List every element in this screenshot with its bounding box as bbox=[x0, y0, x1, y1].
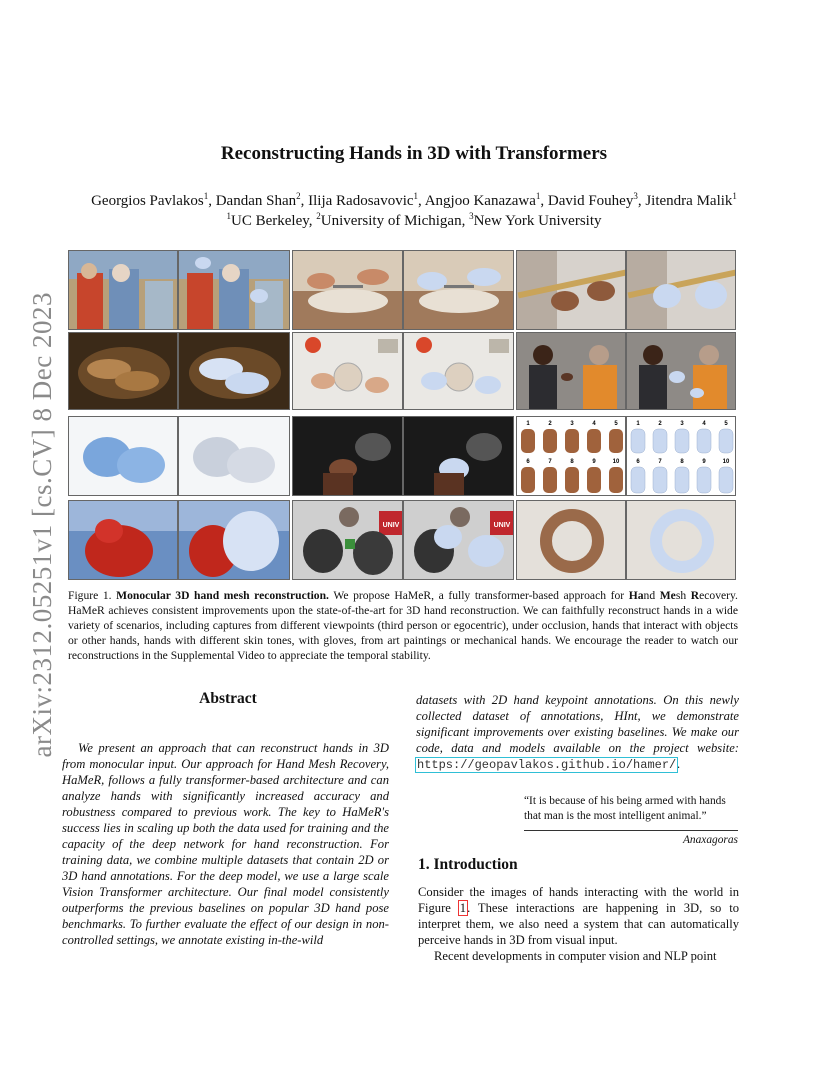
caption-bold-letters: Me bbox=[659, 589, 676, 602]
shadow-puppet-input bbox=[292, 416, 403, 496]
gesture-number: 1 bbox=[636, 421, 640, 427]
author: Ilija Radosavovic bbox=[308, 193, 414, 209]
cutting-food-input bbox=[292, 250, 403, 330]
author-affiliation-mark: 3 bbox=[633, 191, 638, 201]
conversation-input bbox=[516, 332, 626, 410]
counting-gestures-mesh bbox=[626, 416, 736, 496]
painting-school-of-athens-input bbox=[68, 250, 178, 330]
shirt-logo-text: UNIV bbox=[493, 522, 511, 529]
intro-paragraph-2: Recent developments in computer vision and NLP point bbox=[434, 949, 717, 963]
playing-flute-mesh bbox=[626, 250, 736, 330]
gesture-number: 6 bbox=[526, 459, 530, 465]
painting-school-of-athens-mesh bbox=[178, 250, 290, 330]
intro-paragraph bbox=[418, 884, 739, 948]
pouring-drink-input bbox=[292, 332, 403, 410]
intro-text: Consider the images of hands interacting with the world in bbox=[418, 885, 739, 899]
teaser-figure bbox=[68, 250, 736, 580]
affiliation: UC Berkeley bbox=[231, 213, 309, 229]
gesture-number: 3 bbox=[570, 421, 574, 427]
arxiv-identifier: arXiv:2312.05251v1 [cs.CV] 8 Dec 2023 bbox=[26, 292, 57, 758]
abstract-continuation bbox=[416, 692, 739, 773]
robot-hands-cube-mesh bbox=[403, 500, 514, 580]
gesture-number: 8 bbox=[570, 459, 574, 465]
abstract-heading: Abstract bbox=[199, 690, 257, 707]
epigraph-author: Anaxagoras bbox=[682, 834, 738, 846]
mona-lisa-hands-input bbox=[68, 332, 178, 410]
gesture-number: 10 bbox=[722, 459, 730, 465]
section-heading-introduction: 1. Introduction bbox=[418, 856, 518, 873]
gesture-number: 2 bbox=[658, 421, 662, 427]
gesture-number: 1 bbox=[526, 421, 530, 427]
mona-lisa-hands-mesh bbox=[178, 332, 290, 410]
author-affiliation-mark: 2 bbox=[296, 191, 301, 201]
spiderman-mesh bbox=[178, 500, 290, 580]
gesture-number: 6 bbox=[636, 459, 640, 465]
figure-reference-link[interactable]: 1 bbox=[459, 901, 467, 915]
caption-label: Figure 1. bbox=[68, 589, 112, 602]
spiderman-input bbox=[68, 500, 178, 580]
epigraph-divider bbox=[524, 830, 738, 831]
caption-bold-letters: R bbox=[690, 589, 700, 602]
gesture-number: 4 bbox=[592, 421, 596, 427]
affiliation-mark: 3 bbox=[469, 211, 474, 221]
caption-text: ecovery. HaMeR achieves consistent improvements upon the state-of-the-art for 3D hand reconstruction. We can faithfully reconstruct hands in a wide variety of scenarios, including captures from different viewpoints (third person or egocentric), under occlusion, hands that interact with objects or other hands, hands with different skin tones, with gloves, from art paintings or mechanical hands. We encourage the reader to watch our reconstructions in the Supplemental Video to appreciate the temporal stability. bbox=[68, 589, 738, 662]
author: Angjoo Kanazawa bbox=[424, 193, 536, 209]
gesture-number: 10 bbox=[612, 459, 620, 465]
gesture-number: 8 bbox=[680, 459, 684, 465]
cutting-food-mesh bbox=[403, 250, 514, 330]
abstract-body bbox=[62, 740, 389, 948]
gesture-number: 3 bbox=[680, 421, 684, 427]
robot-hands-cube-input bbox=[292, 500, 403, 580]
epigraph-quote: “It is because of his being armed with hands that man is the most intelligent animal.” bbox=[524, 795, 726, 822]
punctuation: . bbox=[677, 757, 681, 771]
abstract-text: We present an approach that can reconstruct hands in 3D from monocular input. Our approach for Hand Mesh Recovery, HaMeR, follows a fully transformer-based architecture and can analyze hands with significantly increased accuracy and robustness compared to previous work. The key to HaMeR's success lies in scaling up both the data used for training and the capacity of the deep network for hand reconstruction. For training data, we combine multiple datasets that contain 2D or 3D hand annotations. For the deep model, we use a large scale Vision Transformer architecture. Our final model consistently outperforms the previous baselines on popular 3D hand pose benchmarks. To further evaluate the effect of our design in non-controlled settings, we annotate existing in-the-wild bbox=[62, 741, 389, 947]
counting-gestures-input bbox=[516, 416, 626, 496]
caption-bold-letters: Ha bbox=[628, 589, 644, 602]
intro-text: . These interactions are happening in 3D, so to interpret them, we also need a system that can automatically perceive hands in 3D from visual input. bbox=[418, 901, 740, 947]
figure-reference-word: Figure bbox=[418, 901, 451, 915]
gesture-number: 9 bbox=[702, 459, 706, 465]
project-website-link[interactable]: https://geopavlakos.github.io/hamer/ bbox=[417, 758, 677, 772]
author-affiliation-mark: 1 bbox=[203, 191, 209, 201]
gesture-number: 4 bbox=[702, 421, 706, 427]
author-affiliation-mark: 1 bbox=[732, 191, 737, 201]
caption-text: sh bbox=[675, 589, 687, 602]
shirt-logo-text: UNIV bbox=[382, 522, 400, 529]
author: David Fouhey bbox=[547, 193, 634, 209]
author-list: Georgios Pavlakos$^1$, Dandan Shan$^2$, Ilija Radosavovic$^1$, Angjoo Kanazawa$^1$, David Fouhey$^3$, Jitendra Malik$^1$ bbox=[91, 191, 737, 209]
playing-flute-input bbox=[516, 250, 626, 330]
figure-caption bbox=[68, 588, 738, 663]
author: Georgios Pavlakos bbox=[91, 193, 204, 209]
conversation-mesh bbox=[626, 332, 736, 410]
caption-text: We propose HaMeR, a fully transformer-based approach for bbox=[333, 589, 625, 602]
author-affiliation-mark: 1 bbox=[413, 191, 419, 201]
pouring-drink-mesh bbox=[403, 332, 514, 410]
shadow-puppet-mesh bbox=[403, 416, 514, 496]
gesture-number: 5 bbox=[614, 421, 618, 427]
gloved-hands-mesh bbox=[178, 416, 290, 496]
affiliation-list: $^1$UC Berkeley, $^2$University of Michigan, $^3$New York University bbox=[226, 211, 602, 229]
affiliation-mark: 1 bbox=[226, 211, 231, 221]
gesture-number: 5 bbox=[724, 421, 728, 427]
gesture-number: 7 bbox=[658, 459, 662, 465]
caption-text: nd bbox=[643, 589, 656, 602]
arxiv-margin-stamp bbox=[22, 290, 62, 760]
gesture-number: 2 bbox=[548, 421, 552, 427]
hands-circle-mesh bbox=[626, 500, 736, 580]
hands-circle-input bbox=[516, 500, 626, 580]
paper-title: Reconstructing Hands in 3D with Transformers bbox=[220, 143, 608, 164]
author: Jitendra Malik bbox=[645, 193, 733, 209]
author-affiliation-mark: 1 bbox=[535, 191, 541, 201]
caption-title: Monocular 3D hand mesh reconstruction. bbox=[116, 589, 329, 602]
affiliation: New York University bbox=[473, 213, 602, 229]
author: Dandan Shan bbox=[215, 193, 297, 209]
gloved-hands-input bbox=[68, 416, 178, 496]
abstract-text: datasets with 2D hand keypoint annotations. On this newly collected dataset of annotations, HInt, we demonstrate significant improvements over existing baselines. We make our code, data and models available on the project website: bbox=[416, 693, 739, 755]
affiliation: University of Michigan bbox=[320, 213, 462, 229]
gesture-number: 9 bbox=[592, 459, 596, 465]
affiliation-mark: 2 bbox=[316, 211, 321, 221]
gesture-number: 7 bbox=[548, 459, 552, 465]
